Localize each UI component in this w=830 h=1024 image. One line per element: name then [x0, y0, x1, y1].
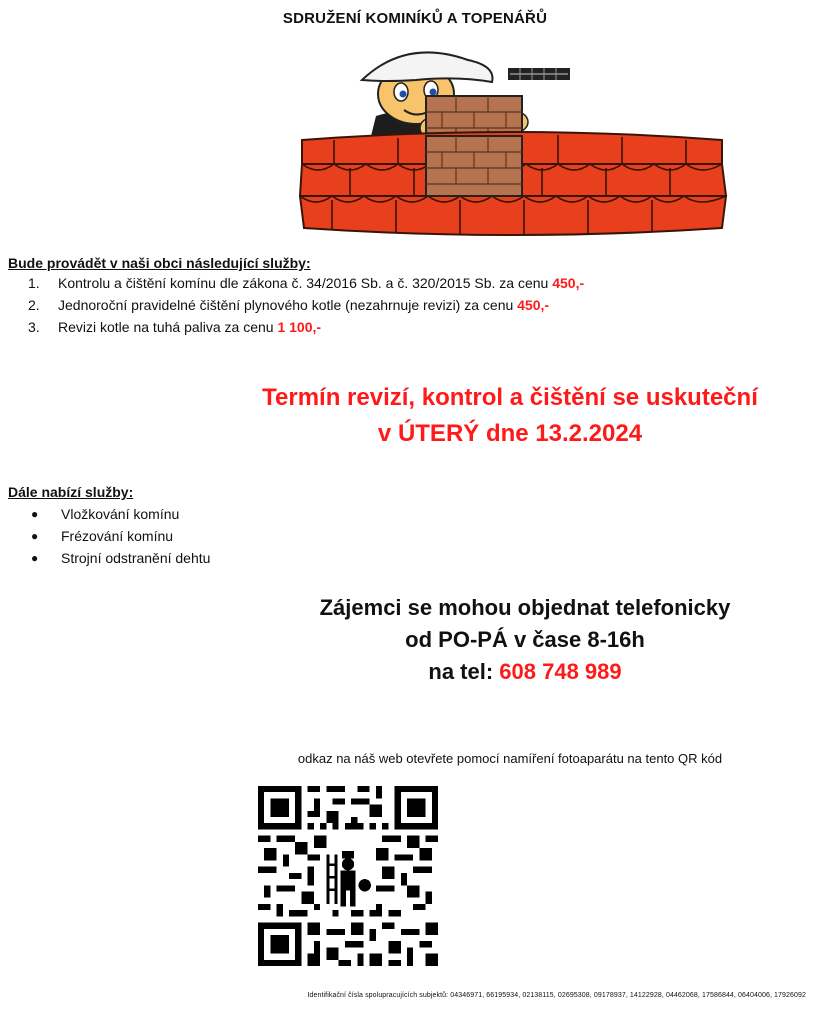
item-number: 2. [28, 297, 40, 313]
phone-label: na tel: [428, 659, 500, 684]
item-number: 1. [28, 275, 40, 291]
service-price: 1 100,- [277, 319, 322, 335]
item-number: 3. [28, 319, 40, 335]
contact-line-1: Zájemci se mohou objednat telefonicky [319, 595, 731, 620]
contact-line-2: od PO-PÁ v čase 8-16h [405, 627, 645, 652]
extra-services-list [28, 503, 210, 569]
page-title-text: SDRUŽENÍ KOMINÍKŮ A TOPENÁŘŮ [282, 10, 548, 27]
extra-service-text: Vložkování komínu [61, 506, 180, 522]
phone-number[interactable]: 608 748 989 [499, 659, 622, 684]
service-price: 450,- [517, 297, 550, 313]
services-heading: Bude provádět v naši obci následující služby: [8, 255, 311, 271]
bullet-icon: ● [31, 551, 39, 565]
service-price: 450,- [552, 275, 585, 291]
list-item [28, 503, 210, 525]
list-item [28, 547, 210, 569]
service-text: Revizi kotle na tuhá paliva za cenu [58, 319, 278, 335]
extra-service-text: Frézování komínu [61, 528, 174, 544]
list-item [28, 316, 584, 338]
extra-services-heading: Dále nabízí služby: [8, 484, 134, 500]
extra-service-text: Strojní odstranění dehtu [61, 550, 211, 566]
schedule-line-2: v ÚTERÝ dne 13.2.2024 [377, 420, 643, 447]
list-item [28, 294, 584, 316]
chimney-sweep-illustration [296, 36, 728, 236]
list-item [28, 525, 210, 547]
page-title [0, 10, 830, 27]
contact-phone-line [200, 656, 830, 688]
schedule-line-1: Termín revizí, kontrol a čištění se uskuteční [262, 384, 758, 411]
qr-code[interactable] [258, 786, 438, 966]
service-text: Kontrolu a čištění komínu dle zákona č. 34/2016 Sb. a č. 320/2015 Sb. za cenu [58, 275, 553, 291]
list-item [28, 272, 584, 294]
footer-ids: Identifikační čísla spolupracujících subjektů: 04346971, 66195934, 02138115, 02695308, 09178937, 14122928, 04462068, 17586844, 06404006, 17926092 [307, 992, 806, 999]
services-list [28, 272, 584, 338]
bullet-icon: ● [31, 507, 39, 521]
bullet-icon: ● [31, 529, 39, 543]
service-text: Jednoroční pravidelné čištění plynového kotle (nezahrnuje revizi) za cenu [58, 297, 518, 313]
qr-note: odkaz na náš web otevřete pomocí namíření fotoaparátu na tento QR kód [297, 751, 723, 766]
